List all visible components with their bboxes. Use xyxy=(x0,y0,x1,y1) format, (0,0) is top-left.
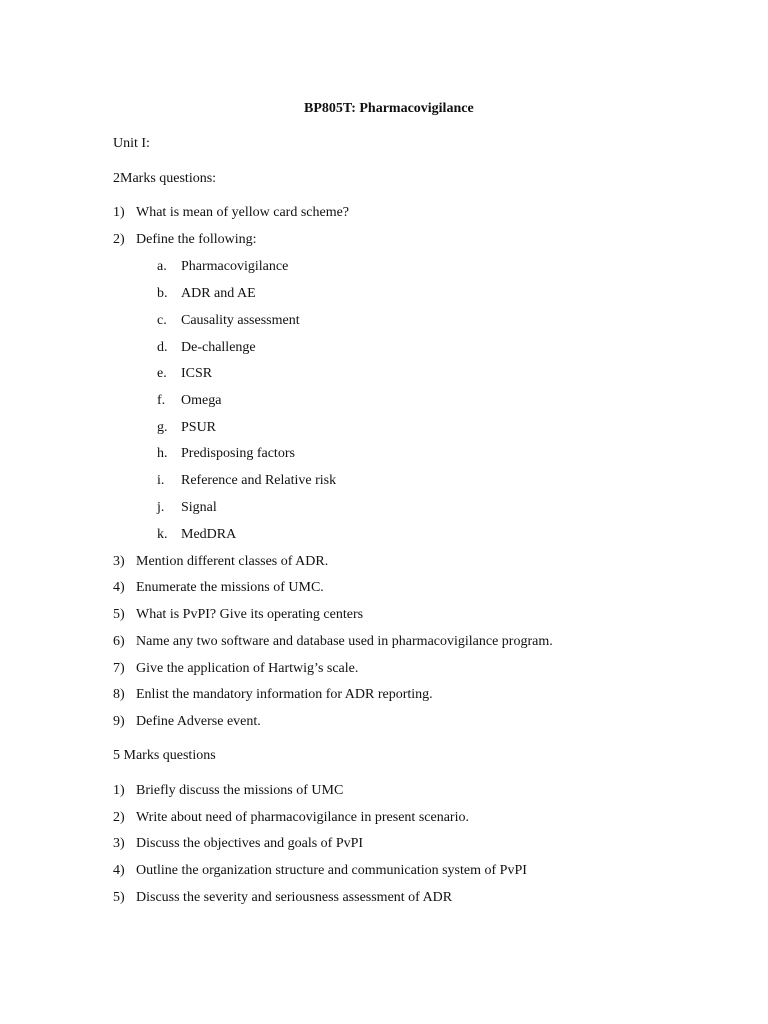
sub-item-letter: j. xyxy=(157,500,165,515)
list-item-text: Define Adverse event. xyxy=(136,714,261,729)
list-item-text: What is mean of yellow card scheme? xyxy=(136,205,350,220)
sub-item-letter: a. xyxy=(157,259,167,274)
sub-item-letter: h. xyxy=(157,446,168,461)
list-item-number: 6) xyxy=(113,634,125,649)
list-item-number: 1) xyxy=(113,205,125,220)
sub-item-text: MedDRA xyxy=(181,527,237,542)
list-item-text: Enlist the mandatory information for ADR reporting. xyxy=(136,687,433,702)
list-item-text: Enumerate the missions of UMC. xyxy=(136,580,324,595)
sub-item-text: Signal xyxy=(181,500,217,515)
document-title: BP805T: Pharmacovigilance xyxy=(304,101,474,116)
list-item-text: Name any two software and database used in pharmacovigilance program. xyxy=(136,634,553,649)
sub-item-text: Omega xyxy=(181,393,222,408)
sub-item-text: ICSR xyxy=(181,366,213,381)
sub-item-text: Reference and Relative risk xyxy=(181,473,337,488)
sub-item-letter: k. xyxy=(157,527,168,542)
sub-item-letter: c. xyxy=(157,313,167,328)
five-marks-heading: 5 Marks questions xyxy=(113,748,216,763)
list-item-text: Define the following: xyxy=(136,232,257,247)
two-marks-heading: 2Marks questions: xyxy=(113,171,217,186)
sub-item-letter: f. xyxy=(157,393,166,408)
list-item-number: 5) xyxy=(113,890,125,905)
sub-item-text: PSUR xyxy=(181,420,217,435)
list-item-number: 4) xyxy=(113,863,125,878)
list-item-number: 8) xyxy=(113,687,125,702)
list-item-text: Discuss the severity and seriousness assessment of ADR xyxy=(136,890,453,905)
list-item-number: 2) xyxy=(113,232,125,247)
sub-item-letter: e. xyxy=(157,366,167,381)
list-item-number: 1) xyxy=(113,783,125,798)
sub-item-text: Pharmacovigilance xyxy=(181,259,289,274)
list-item-number: 5) xyxy=(113,607,125,622)
sub-item-text: De-challenge xyxy=(181,340,256,355)
list-item-number: 2) xyxy=(113,810,125,825)
list-item-text: Discuss the objectives and goals of PvPI xyxy=(136,836,364,851)
list-item-text: Write about need of pharmacovigilance in present scenario. xyxy=(136,810,469,825)
list-item-text: Give the application of Hartwig’s scale. xyxy=(136,661,359,676)
list-item-number: 3) xyxy=(113,554,125,569)
unit-heading: Unit I: xyxy=(113,136,150,151)
list-item-text: What is PvPI? Give its operating centers xyxy=(136,607,364,622)
list-item-number: 4) xyxy=(113,580,125,595)
sub-item-text: Predisposing factors xyxy=(181,446,295,461)
sub-item-letter: g. xyxy=(157,420,168,435)
sub-item-text: ADR and AE xyxy=(181,286,256,301)
list-item-text: Mention different classes of ADR. xyxy=(136,554,329,569)
list-item-number: 9) xyxy=(113,714,125,729)
sub-item-letter: b. xyxy=(157,286,168,301)
sub-item-letter: d. xyxy=(157,340,168,355)
list-item-text: Briefly discuss the missions of UMC xyxy=(136,783,344,798)
list-item-number: 7) xyxy=(113,661,125,676)
list-item-number: 3) xyxy=(113,836,125,851)
sub-item-letter: i. xyxy=(157,473,165,488)
sub-item-text: Causality assessment xyxy=(181,313,300,328)
list-item-text: Outline the organization structure and communication system of PvPI xyxy=(136,863,527,878)
